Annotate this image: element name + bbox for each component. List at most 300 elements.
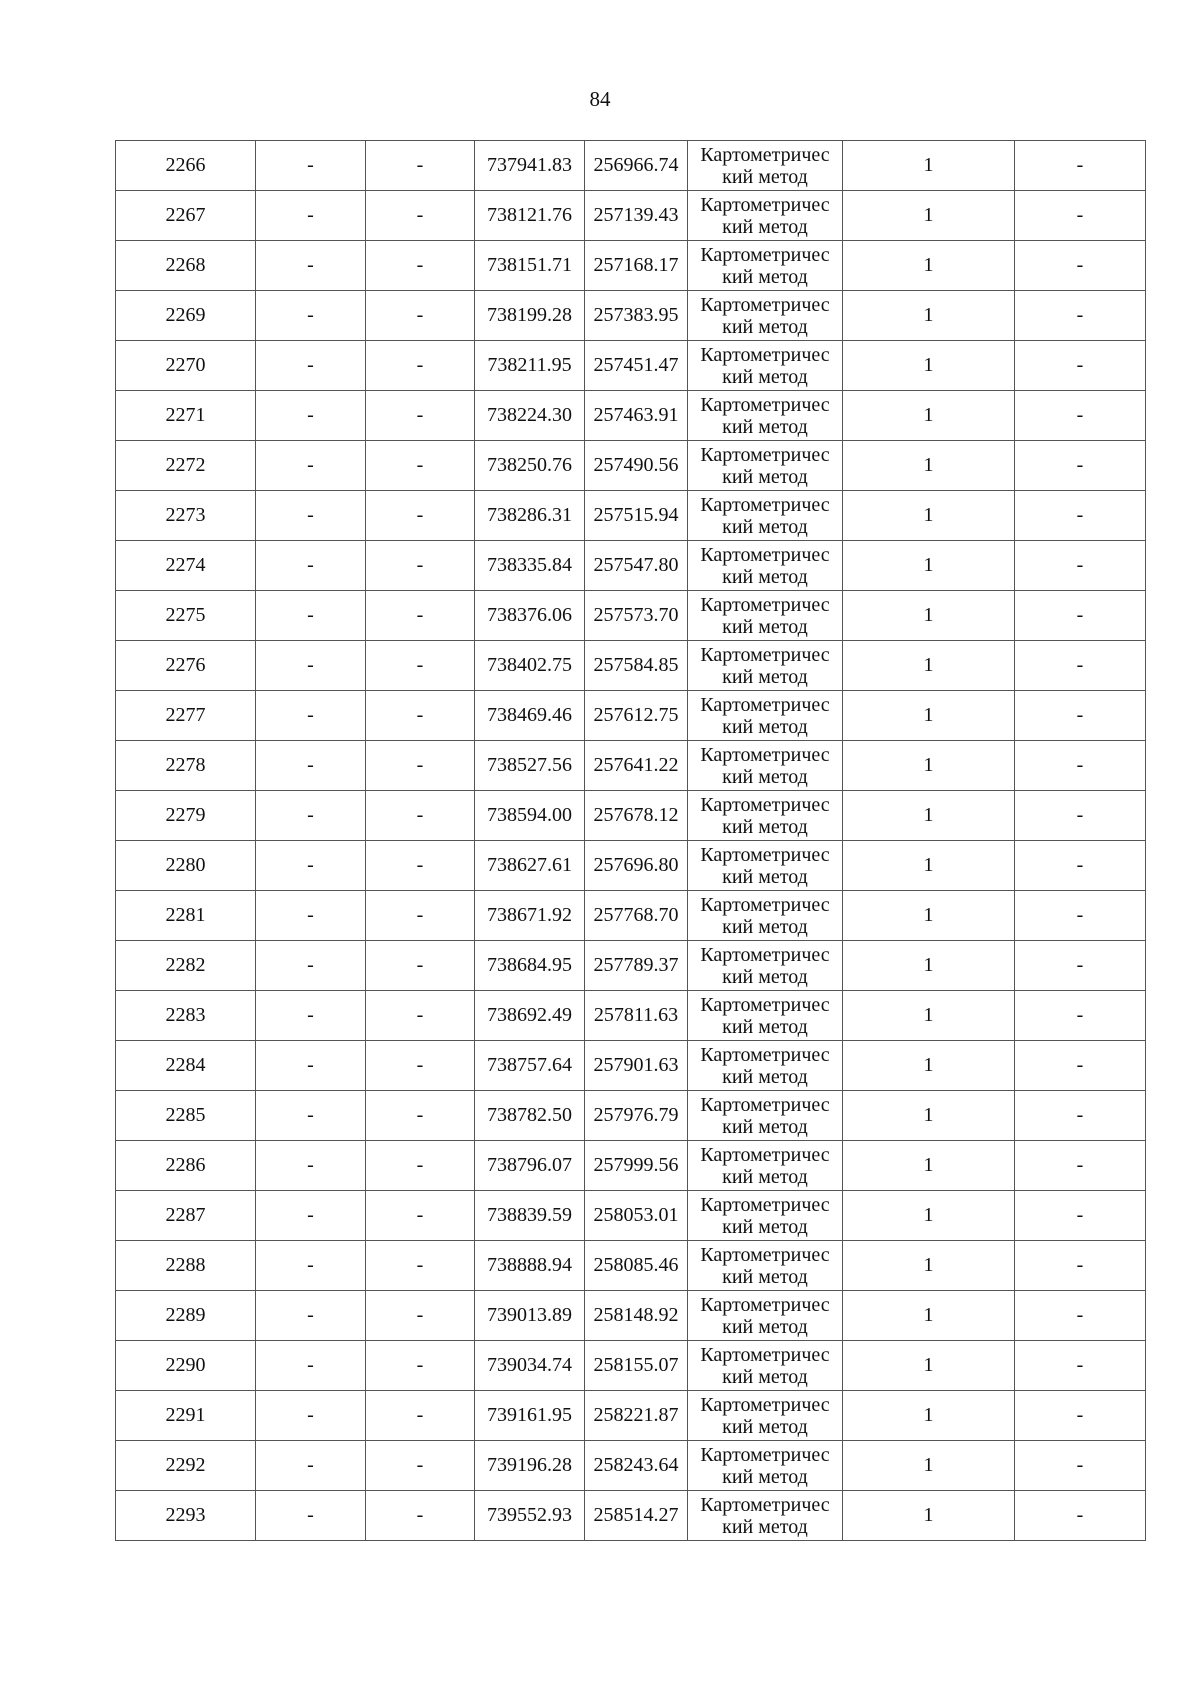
empty-value-cell: -	[1015, 291, 1146, 341]
method-cell	[688, 991, 843, 1041]
point-number-cell: 2289	[116, 1291, 256, 1341]
accuracy-cell: 1	[843, 591, 1015, 641]
empty-value-cell: -	[366, 641, 475, 691]
method-line-1: Картометричес	[700, 993, 830, 1016]
empty-value-cell: -	[256, 1241, 366, 1291]
empty-value-cell: -	[1015, 791, 1146, 841]
table-row	[116, 191, 1146, 241]
method-line-2: кий метод	[722, 1015, 808, 1038]
empty-value-cell: -	[256, 941, 366, 991]
point-number-cell: 2288	[116, 1241, 256, 1291]
table-row	[116, 641, 1146, 691]
empty-value-cell: -	[366, 391, 475, 441]
y-coordinate-cell: 257547.80	[585, 541, 688, 591]
y-coordinate-cell: 257641.22	[585, 741, 688, 791]
empty-value-cell: -	[256, 1341, 366, 1391]
empty-value-cell: -	[366, 441, 475, 491]
x-coordinate-cell: 739013.89	[475, 1291, 585, 1341]
table-row	[116, 891, 1146, 941]
point-number-cell: 2284	[116, 1041, 256, 1091]
x-coordinate-cell: 738527.56	[475, 741, 585, 791]
y-coordinate-cell: 257584.85	[585, 641, 688, 691]
page-number: 84	[589, 87, 611, 111]
empty-value-cell: -	[366, 1241, 475, 1291]
point-number-cell: 2286	[116, 1141, 256, 1191]
x-coordinate-cell: 738286.31	[475, 491, 585, 541]
table-row	[116, 991, 1146, 1041]
point-number-cell: 2277	[116, 691, 256, 741]
empty-value-cell: -	[1015, 1141, 1146, 1191]
method-cell	[688, 1341, 843, 1391]
table-row	[116, 791, 1146, 841]
y-coordinate-cell: 257768.70	[585, 891, 688, 941]
y-coordinate-cell: 258085.46	[585, 1241, 688, 1291]
empty-value-cell: -	[256, 1441, 366, 1491]
accuracy-cell: 1	[843, 1241, 1015, 1291]
x-coordinate-cell: 738250.76	[475, 441, 585, 491]
x-coordinate-cell: 738376.06	[475, 591, 585, 641]
method-line-2: кий метод	[722, 1065, 808, 1088]
method-line-2: кий метод	[722, 465, 808, 488]
accuracy-cell: 1	[843, 1191, 1015, 1241]
accuracy-cell: 1	[843, 391, 1015, 441]
y-coordinate-cell: 257515.94	[585, 491, 688, 541]
method-cell	[688, 241, 843, 291]
empty-value-cell: -	[1015, 541, 1146, 591]
accuracy-cell: 1	[843, 1091, 1015, 1141]
empty-value-cell: -	[256, 391, 366, 441]
point-number-cell: 2271	[116, 391, 256, 441]
method-line-2: кий метод	[722, 165, 808, 188]
method-cell	[688, 841, 843, 891]
accuracy-cell: 1	[843, 541, 1015, 591]
method-cell	[688, 1141, 843, 1191]
accuracy-cell: 1	[843, 141, 1015, 191]
method-line-2: кий метод	[722, 1465, 808, 1488]
y-coordinate-cell: 258221.87	[585, 1391, 688, 1441]
point-number-cell: 2278	[116, 741, 256, 791]
method-line-2: кий метод	[722, 1165, 808, 1188]
method-line-2: кий метод	[722, 1265, 808, 1288]
method-line-1: Картометричес	[700, 1193, 830, 1216]
method-cell	[688, 1091, 843, 1141]
method-line-1: Картометричес	[700, 1243, 830, 1266]
empty-value-cell: -	[366, 841, 475, 891]
empty-value-cell: -	[256, 541, 366, 591]
method-line-2: кий метод	[722, 615, 808, 638]
empty-value-cell: -	[366, 1291, 475, 1341]
x-coordinate-cell: 738782.50	[475, 1091, 585, 1141]
empty-value-cell: -	[1015, 341, 1146, 391]
method-cell	[688, 741, 843, 791]
empty-value-cell: -	[1015, 841, 1146, 891]
method-line-2: кий метод	[722, 815, 808, 838]
empty-value-cell: -	[256, 741, 366, 791]
table-row	[116, 1341, 1146, 1391]
method-cell	[688, 1291, 843, 1341]
empty-value-cell: -	[256, 341, 366, 391]
empty-value-cell: -	[366, 1091, 475, 1141]
method-cell	[688, 141, 843, 191]
method-line-2: кий метод	[722, 515, 808, 538]
empty-value-cell: -	[1015, 241, 1146, 291]
accuracy-cell: 1	[843, 1391, 1015, 1441]
point-number-cell: 2285	[116, 1091, 256, 1141]
table-row	[116, 291, 1146, 341]
x-coordinate-cell: 738211.95	[475, 341, 585, 391]
table-row	[116, 141, 1146, 191]
method-line-1: Картометричес	[700, 893, 830, 916]
empty-value-cell: -	[366, 1191, 475, 1241]
method-line-1: Картометричес	[700, 1293, 830, 1316]
method-cell	[688, 1441, 843, 1491]
method-line-2: кий метод	[722, 315, 808, 338]
empty-value-cell: -	[1015, 441, 1146, 491]
empty-value-cell: -	[1015, 941, 1146, 991]
empty-value-cell: -	[366, 991, 475, 1041]
empty-value-cell: -	[256, 491, 366, 541]
method-line-1: Картометричес	[700, 1443, 830, 1466]
empty-value-cell: -	[366, 1491, 475, 1541]
accuracy-cell: 1	[843, 291, 1015, 341]
method-line-2: кий метод	[722, 765, 808, 788]
table-row	[116, 1191, 1146, 1241]
table-row	[116, 1241, 1146, 1291]
table-row	[116, 1091, 1146, 1141]
method-line-1: Картометричес	[700, 393, 830, 416]
empty-value-cell: -	[366, 241, 475, 291]
method-line-1: Картометричес	[700, 243, 830, 266]
y-coordinate-cell: 257678.12	[585, 791, 688, 841]
method-line-2: кий метод	[722, 865, 808, 888]
method-line-2: кий метод	[722, 1415, 808, 1438]
accuracy-cell: 1	[843, 1041, 1015, 1091]
empty-value-cell: -	[1015, 1391, 1146, 1441]
empty-value-cell: -	[256, 791, 366, 841]
accuracy-cell: 1	[843, 341, 1015, 391]
empty-value-cell: -	[1015, 191, 1146, 241]
method-cell	[688, 441, 843, 491]
y-coordinate-cell: 257139.43	[585, 191, 688, 241]
method-line-1: Картометричес	[700, 143, 830, 166]
method-cell	[688, 191, 843, 241]
empty-value-cell: -	[1015, 1091, 1146, 1141]
point-number-cell: 2266	[116, 141, 256, 191]
table-row	[116, 491, 1146, 541]
method-cell	[688, 891, 843, 941]
empty-value-cell: -	[1015, 491, 1146, 541]
method-line-1: Картометричес	[700, 793, 830, 816]
accuracy-cell: 1	[843, 191, 1015, 241]
empty-value-cell: -	[1015, 141, 1146, 191]
method-cell	[688, 391, 843, 441]
x-coordinate-cell: 738121.76	[475, 191, 585, 241]
method-line-2: кий метод	[722, 415, 808, 438]
empty-value-cell: -	[366, 1441, 475, 1491]
method-line-1: Картометричес	[700, 1343, 830, 1366]
x-coordinate-cell: 738594.00	[475, 791, 585, 841]
method-line-1: Картометричес	[700, 193, 830, 216]
y-coordinate-cell: 257573.70	[585, 591, 688, 641]
empty-value-cell: -	[256, 1091, 366, 1141]
y-coordinate-cell: 257811.63	[585, 991, 688, 1041]
x-coordinate-cell: 739161.95	[475, 1391, 585, 1441]
method-cell	[688, 641, 843, 691]
y-coordinate-cell: 257976.79	[585, 1091, 688, 1141]
method-line-2: кий метод	[722, 965, 808, 988]
y-coordinate-cell: 257383.95	[585, 291, 688, 341]
empty-value-cell: -	[256, 191, 366, 241]
method-line-2: кий метод	[722, 265, 808, 288]
accuracy-cell: 1	[843, 1441, 1015, 1491]
empty-value-cell: -	[1015, 691, 1146, 741]
empty-value-cell: -	[1015, 1191, 1146, 1241]
point-number-cell: 2270	[116, 341, 256, 391]
point-number-cell: 2292	[116, 1441, 256, 1491]
point-number-cell: 2279	[116, 791, 256, 841]
method-cell	[688, 1041, 843, 1091]
table-row	[116, 1141, 1146, 1191]
y-coordinate-cell: 257463.91	[585, 391, 688, 441]
method-line-1: Картометричес	[700, 493, 830, 516]
method-cell	[688, 541, 843, 591]
method-cell	[688, 491, 843, 541]
point-number-cell: 2290	[116, 1341, 256, 1391]
table-row	[116, 841, 1146, 891]
empty-value-cell: -	[256, 991, 366, 1041]
empty-value-cell: -	[256, 691, 366, 741]
method-line-1: Картометричес	[700, 543, 830, 566]
accuracy-cell: 1	[843, 691, 1015, 741]
point-number-cell: 2275	[116, 591, 256, 641]
point-number-cell: 2281	[116, 891, 256, 941]
method-line-1: Картометричес	[700, 843, 830, 866]
method-line-1: Картометричес	[700, 593, 830, 616]
accuracy-cell: 1	[843, 1141, 1015, 1191]
point-number-cell: 2280	[116, 841, 256, 891]
accuracy-cell: 1	[843, 1341, 1015, 1391]
y-coordinate-cell: 258243.64	[585, 1441, 688, 1491]
method-line-2: кий метод	[722, 1215, 808, 1238]
x-coordinate-cell: 738224.30	[475, 391, 585, 441]
empty-value-cell: -	[256, 641, 366, 691]
empty-value-cell: -	[366, 941, 475, 991]
method-line-2: кий метод	[722, 565, 808, 588]
accuracy-cell: 1	[843, 1491, 1015, 1541]
method-line-1: Картометричес	[700, 343, 830, 366]
point-number-cell: 2269	[116, 291, 256, 341]
accuracy-cell: 1	[843, 841, 1015, 891]
empty-value-cell: -	[256, 1041, 366, 1091]
table-row	[116, 1491, 1146, 1541]
x-coordinate-cell: 738671.92	[475, 891, 585, 941]
accuracy-cell: 1	[843, 791, 1015, 841]
empty-value-cell: -	[256, 1391, 366, 1441]
x-coordinate-cell: 738151.71	[475, 241, 585, 291]
table-row	[116, 241, 1146, 291]
empty-value-cell: -	[1015, 1341, 1146, 1391]
empty-value-cell: -	[366, 891, 475, 941]
x-coordinate-cell: 739034.74	[475, 1341, 585, 1391]
method-cell	[688, 1191, 843, 1241]
y-coordinate-cell: 257901.63	[585, 1041, 688, 1091]
empty-value-cell: -	[256, 1141, 366, 1191]
method-line-1: Картометричес	[700, 693, 830, 716]
table-row	[116, 691, 1146, 741]
x-coordinate-cell: 738684.95	[475, 941, 585, 991]
point-number-cell: 2274	[116, 541, 256, 591]
table-row	[116, 441, 1146, 491]
x-coordinate-cell: 738402.75	[475, 641, 585, 691]
empty-value-cell: -	[1015, 591, 1146, 641]
y-coordinate-cell: 257789.37	[585, 941, 688, 991]
method-line-1: Картометричес	[700, 1393, 830, 1416]
method-cell	[688, 1391, 843, 1441]
method-line-1: Картометричес	[700, 1093, 830, 1116]
x-coordinate-cell: 737941.83	[475, 141, 585, 191]
x-coordinate-cell: 738469.46	[475, 691, 585, 741]
empty-value-cell: -	[1015, 1041, 1146, 1091]
method-line-1: Картометричес	[700, 1043, 830, 1066]
point-number-cell: 2291	[116, 1391, 256, 1441]
point-number-cell: 2293	[116, 1491, 256, 1541]
empty-value-cell: -	[366, 491, 475, 541]
method-line-2: кий метод	[722, 1365, 808, 1388]
table-row	[116, 1391, 1146, 1441]
method-line-1: Картометричес	[700, 943, 830, 966]
x-coordinate-cell: 738796.07	[475, 1141, 585, 1191]
accuracy-cell: 1	[843, 441, 1015, 491]
x-coordinate-cell: 739552.93	[475, 1491, 585, 1541]
accuracy-cell: 1	[843, 241, 1015, 291]
empty-value-cell: -	[256, 1291, 366, 1341]
method-cell	[688, 1491, 843, 1541]
empty-value-cell: -	[256, 1491, 366, 1541]
empty-value-cell: -	[256, 141, 366, 191]
accuracy-cell: 1	[843, 991, 1015, 1041]
table-row	[116, 1291, 1146, 1341]
point-number-cell: 2273	[116, 491, 256, 541]
empty-value-cell: -	[366, 741, 475, 791]
point-number-cell: 2267	[116, 191, 256, 241]
empty-value-cell: -	[366, 291, 475, 341]
accuracy-cell: 1	[843, 941, 1015, 991]
empty-value-cell: -	[366, 1141, 475, 1191]
method-line-2: кий метод	[722, 215, 808, 238]
empty-value-cell: -	[366, 541, 475, 591]
point-number-cell: 2282	[116, 941, 256, 991]
y-coordinate-cell: 256966.74	[585, 141, 688, 191]
empty-value-cell: -	[256, 241, 366, 291]
method-line-2: кий метод	[722, 665, 808, 688]
method-line-1: Картометричес	[700, 293, 830, 316]
method-line-2: кий метод	[722, 1515, 808, 1538]
method-line-2: кий метод	[722, 1115, 808, 1138]
x-coordinate-cell: 739196.28	[475, 1441, 585, 1491]
table-row	[116, 941, 1146, 991]
empty-value-cell: -	[256, 591, 366, 641]
method-cell	[688, 291, 843, 341]
x-coordinate-cell: 738692.49	[475, 991, 585, 1041]
empty-value-cell: -	[366, 1391, 475, 1441]
method-line-1: Картометричес	[700, 443, 830, 466]
empty-value-cell: -	[366, 591, 475, 641]
empty-value-cell: -	[366, 1341, 475, 1391]
empty-value-cell: -	[256, 841, 366, 891]
empty-value-cell: -	[1015, 391, 1146, 441]
method-line-1: Картометричес	[700, 1143, 830, 1166]
empty-value-cell: -	[366, 1041, 475, 1091]
empty-value-cell: -	[256, 1191, 366, 1241]
point-number-cell: 2276	[116, 641, 256, 691]
empty-value-cell: -	[1015, 891, 1146, 941]
table-row	[116, 1041, 1146, 1091]
table-row	[116, 341, 1146, 391]
y-coordinate-cell: 257612.75	[585, 691, 688, 741]
empty-value-cell: -	[366, 191, 475, 241]
method-cell	[688, 341, 843, 391]
empty-value-cell: -	[366, 341, 475, 391]
method-line-1: Картометричес	[700, 1493, 830, 1516]
method-cell	[688, 791, 843, 841]
x-coordinate-cell: 738627.61	[475, 841, 585, 891]
empty-value-cell: -	[1015, 1441, 1146, 1491]
method-line-2: кий метод	[722, 715, 808, 738]
empty-value-cell: -	[366, 141, 475, 191]
coordinates-table	[115, 140, 1146, 1541]
empty-value-cell: -	[256, 291, 366, 341]
x-coordinate-cell: 738335.84	[475, 541, 585, 591]
method-cell	[688, 941, 843, 991]
y-coordinate-cell: 258053.01	[585, 1191, 688, 1241]
table-row	[116, 1441, 1146, 1491]
accuracy-cell: 1	[843, 891, 1015, 941]
accuracy-cell: 1	[843, 1291, 1015, 1341]
empty-value-cell: -	[1015, 741, 1146, 791]
y-coordinate-cell: 258148.92	[585, 1291, 688, 1341]
empty-value-cell: -	[256, 891, 366, 941]
table-row	[116, 741, 1146, 791]
x-coordinate-cell: 738199.28	[475, 291, 585, 341]
table-row	[116, 541, 1146, 591]
table-row	[116, 591, 1146, 641]
method-cell	[688, 1241, 843, 1291]
method-line-1: Картометричес	[700, 743, 830, 766]
point-number-cell: 2287	[116, 1191, 256, 1241]
method-cell	[688, 691, 843, 741]
method-line-2: кий метод	[722, 1315, 808, 1338]
y-coordinate-cell: 257490.56	[585, 441, 688, 491]
point-number-cell: 2272	[116, 441, 256, 491]
empty-value-cell: -	[1015, 991, 1146, 1041]
empty-value-cell: -	[1015, 1241, 1146, 1291]
method-cell	[688, 591, 843, 641]
table-row	[116, 391, 1146, 441]
accuracy-cell: 1	[843, 641, 1015, 691]
point-number-cell: 2268	[116, 241, 256, 291]
method-line-1: Картометричес	[700, 643, 830, 666]
x-coordinate-cell: 738888.94	[475, 1241, 585, 1291]
y-coordinate-cell: 257451.47	[585, 341, 688, 391]
y-coordinate-cell: 258155.07	[585, 1341, 688, 1391]
point-number-cell: 2283	[116, 991, 256, 1041]
y-coordinate-cell: 258514.27	[585, 1491, 688, 1541]
empty-value-cell: -	[366, 791, 475, 841]
y-coordinate-cell: 257696.80	[585, 841, 688, 891]
empty-value-cell: -	[256, 441, 366, 491]
x-coordinate-cell: 738757.64	[475, 1041, 585, 1091]
method-line-2: кий метод	[722, 365, 808, 388]
